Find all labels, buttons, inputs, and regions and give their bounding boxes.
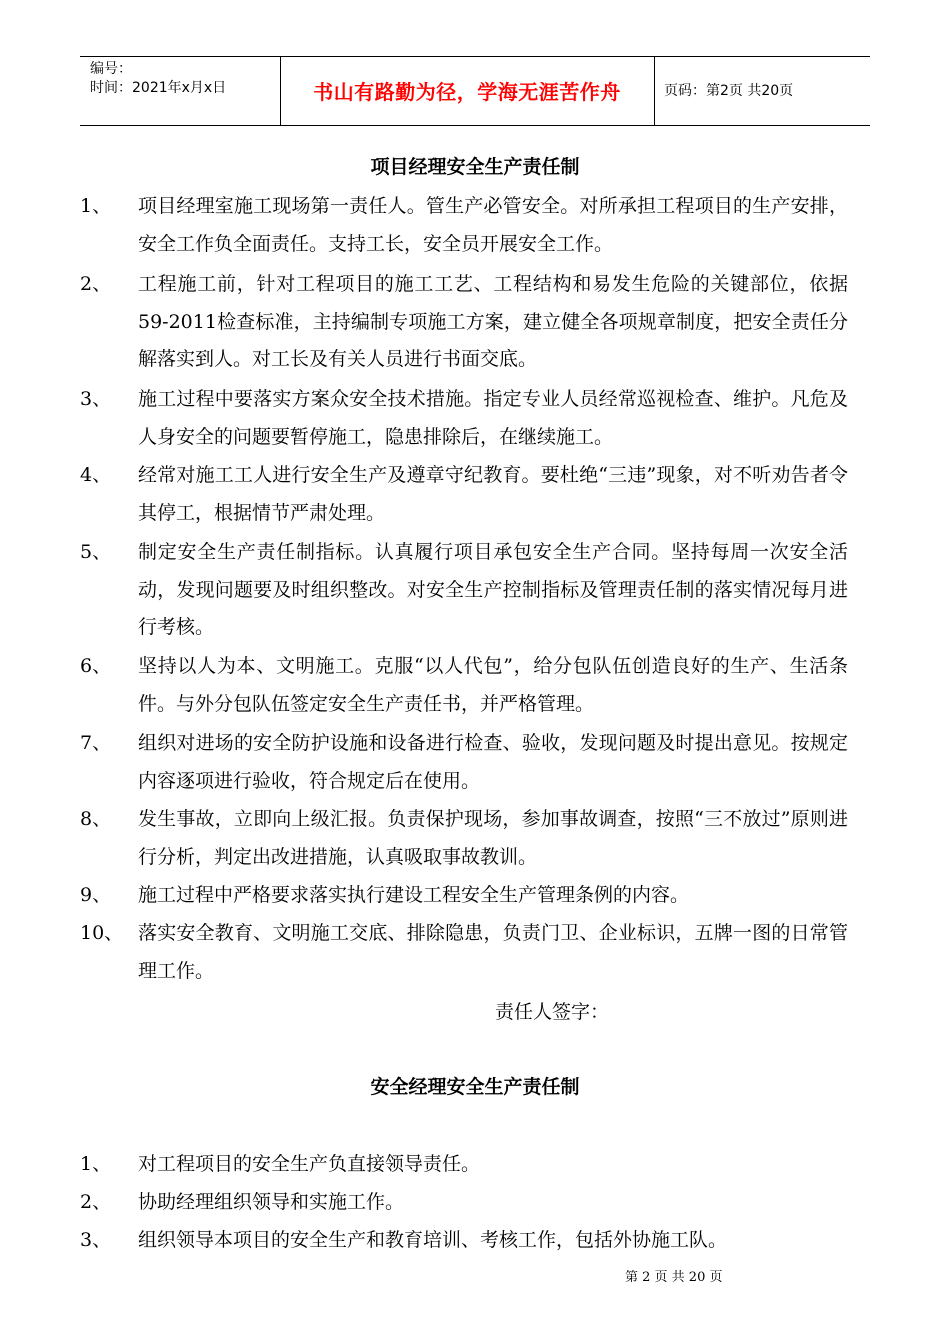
list-item-text: 落实安全教育、文明施工交底、排除隐患，负责门卫、企业标识，五牌一图的日常管理工作。: [138, 922, 848, 982]
header-motto-cell: [280, 57, 655, 125]
list-item-number: 2、: [80, 1191, 112, 1213]
list-item-number: 3、: [80, 1229, 112, 1251]
page-footer: 第 2 页 共 20 页: [625, 1270, 723, 1285]
list-item-text: 施工过程中要落实方案众安全技术措施。指定专业人员经常巡视检查、维护。凡危及人身安全的问题要暂停施工，隐患排除后，在继续施工。: [138, 388, 848, 448]
document-time-label: 时间：2021年x月x日: [90, 80, 227, 96]
page-header: [80, 56, 870, 126]
list-item-number: 1、: [80, 1153, 112, 1175]
list-item-text: 发生事故，立即向上级汇报。负责保护现场，参加事故调查，按照“三不放过”原则进行分析，判定出改进措施，认真吸取事故教训。: [138, 808, 848, 868]
header-page-cell: [654, 57, 870, 125]
header-info-cell: [80, 57, 281, 125]
list-item-number: 1、: [80, 195, 112, 217]
list-item-text: 施工过程中严格要求落实执行建设工程安全生产管理条例的内容。: [138, 884, 690, 906]
list-item-text: 协助经理组织领导和实施工作。: [138, 1191, 405, 1213]
list-item-number: 4、: [80, 464, 112, 486]
list-item-text: 组织领导本项目的安全生产和教育培训、考核工作，包括外协施工队。: [138, 1229, 728, 1251]
list-item-number: 6、: [80, 655, 112, 677]
list-item-text: 项目经理室施工现场第一责任人。管生产必管安全。对所承担工程项目的生产安排，安全工作负全面责任。支持工长，安全员开展安全工作。: [138, 195, 848, 255]
list-item-number: 10、: [80, 922, 124, 944]
list-item-number: 3、: [80, 388, 112, 410]
list-item-number: 5、: [80, 541, 112, 563]
list-item-text: 组织对进场的安全防护设施和设备进行检查、验收，发现问题及时提出意见。按规定内容逐项进行验收，符合规定后在使用。: [138, 732, 848, 792]
list-item-number: 8、: [80, 808, 112, 830]
list-item-text: 制定安全生产责任制指标。认真履行项目承包安全生产合同。坚持每周一次安全活动，发现问题要及时组织整改。对安全生产控制指标及管理责任制的落实情况每月进行考核。: [138, 541, 848, 638]
document-number-label: 编号：: [90, 61, 132, 77]
list-item-text: 经常对施工工人进行安全生产及遵章守纪教育。要杜绝“三违”现象，对不听劝告者令其停工，根据情节严肃处理。: [138, 464, 848, 524]
section-title: 项目经理安全生产责任制: [370, 156, 580, 178]
list-item-text: 坚持以人为本、文明施工。克服“以人代包”，给分包队伍创造良好的生产、生活条件。与外分包队伍签定安全生产责任书，并严格管理。: [138, 655, 848, 715]
list-item-text: 对工程项目的安全生产负直接领导责任。: [138, 1153, 481, 1175]
section-title: 安全经理安全生产责任制: [370, 1076, 580, 1098]
header-page-code: 页码：第2页 共20页: [664, 83, 794, 99]
list-item-number: 7、: [80, 732, 112, 754]
list-item-number: 9、: [80, 884, 112, 906]
signature-label: 责任人签字：: [495, 1001, 610, 1023]
list-item-number: 2、: [80, 273, 112, 295]
header-motto: 书山有路勤为径，学海无涯苦作舟: [313, 80, 621, 104]
list-item-text: 工程施工前，针对工程项目的施工工艺、工程结构和易发生危险的关键部位，依据59-2011检查标准，主持编制专项施工方案，建立健全各项规章制度，把安全责任分解落实到人。对工长及有关人员进行书面交底。: [138, 273, 848, 370]
